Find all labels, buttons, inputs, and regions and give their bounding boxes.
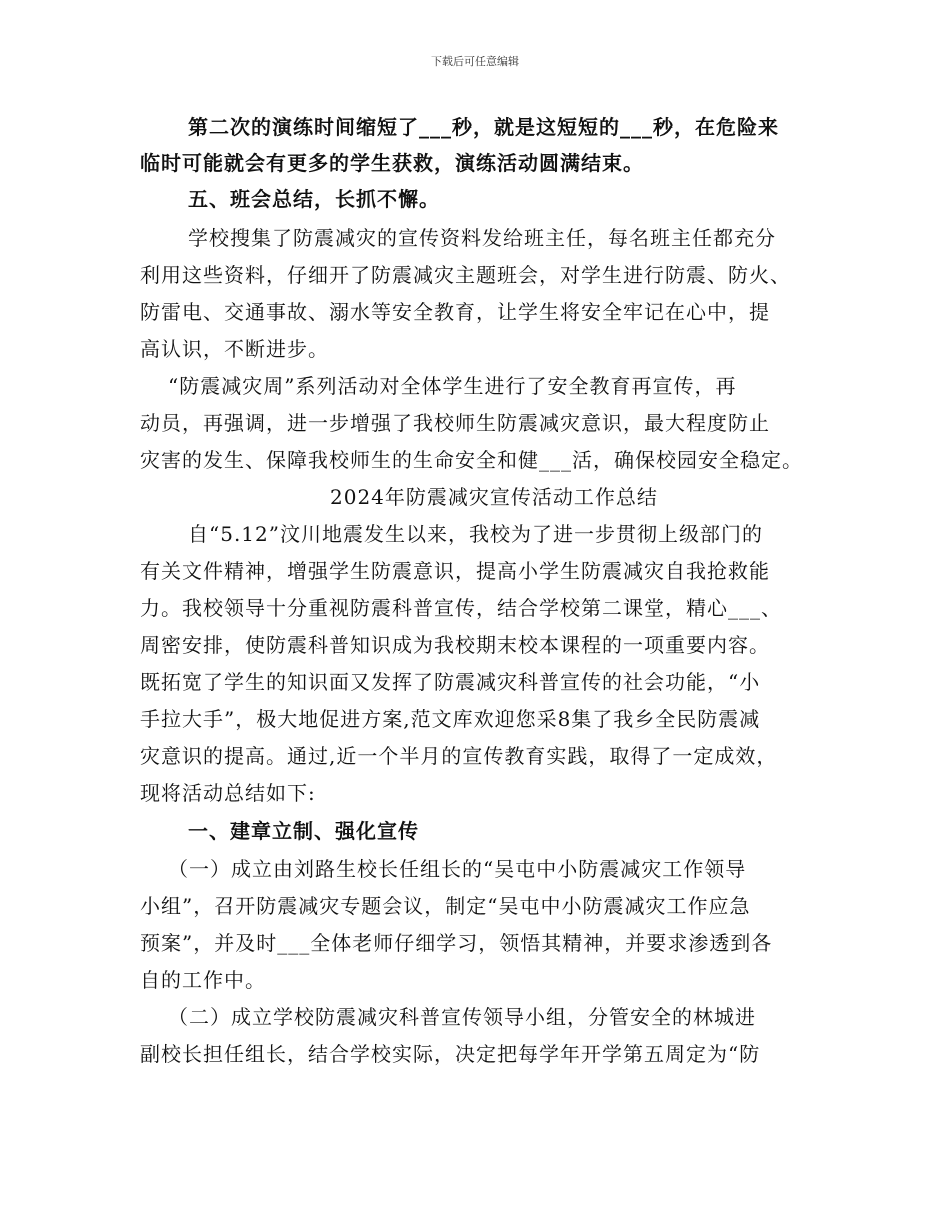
text-line: 现将活动总结如下:	[140, 781, 316, 805]
text-line: 有关文件精神，增强学生防震意识，提高小学生防震减灾自我抢救能	[140, 559, 770, 583]
text-line: 动员，再强调，进一步增强了我校师生防震减灾意识，最大程度防止	[140, 411, 770, 435]
text-line: 高认识，不断进步。	[140, 337, 329, 361]
document-title: 2024年防震减灾宣传活动工作总结	[330, 485, 658, 509]
text-line: 灾意识的提高。通过,近一个半月的宣传教育实践，取得了一定成效，	[140, 744, 778, 768]
section-heading: 一、建章立制、强化宣传	[188, 819, 419, 843]
text-line: 学校搜集了防震减灾的宣传资料发给班主任，每名班主任都充分	[188, 226, 776, 250]
text-line: 小组”，召开防震减灾专题会议，制定“吴屯中小防震减灾工作应急	[140, 894, 751, 918]
text-line: 自“5.12”汶川地震发生以来，我校为了进一步贯彻上级部门的	[188, 522, 763, 546]
text-line: （一）成立由刘路生校长任组长的“吴屯中小防震减灾工作领导	[168, 857, 747, 881]
text-line: 自的工作中。	[140, 968, 266, 992]
text-line: 力。我校领导十分重视防震科普宣传，结合学校第二课堂，精心___、	[140, 596, 782, 620]
section-heading: 五、班会总结，长抓不懈。	[188, 187, 440, 211]
text-line: 副校长担任组长，结合学校实际，决定把每学年开学第五周定为“防	[140, 1042, 761, 1066]
text-line: 灾害的发生、保障我校师生的生命安全和健___活，确保校园安全稳定。	[140, 448, 803, 472]
text-line: （二）成立学校防震减灾科普宣传领导小组，分管安全的林城进	[168, 1005, 756, 1029]
text-line: 周密安排，使防震科普知识成为我校期末校本课程的一项重要内容。	[140, 633, 770, 657]
text-line: 手拉大手”，极大地促进方案,范文库欢迎您采8集了我乡全民防震减	[140, 707, 761, 731]
text-line: 既拓宽了学生的知识面又发挥了防震减灾科普宣传的社会功能，“小	[140, 670, 761, 694]
text-line: 临时可能就会有更多的学生获救，演练活动圆满结束。	[140, 151, 644, 175]
text-line: 第二次的演练时间缩短了___秒，就是这短短的___秒，在危险来	[188, 115, 779, 139]
text-line: 利用这些资料，仔细开了防震减灾主题班会，对学生进行防震、防火、	[140, 263, 791, 287]
text-line: “防震减灾周”系列活动对全体学生进行了安全教育再宣传，再	[168, 374, 737, 398]
page-header: 下载后可任意编辑	[431, 55, 519, 68]
text-line: 预案”，并及时___全体老师仔细学习，领悟其精神，并要求渗透到各	[140, 931, 773, 955]
text-line: 防雷电、交通事故、溺水等安全教育，让学生将安全牢记在心中，提	[140, 300, 770, 324]
